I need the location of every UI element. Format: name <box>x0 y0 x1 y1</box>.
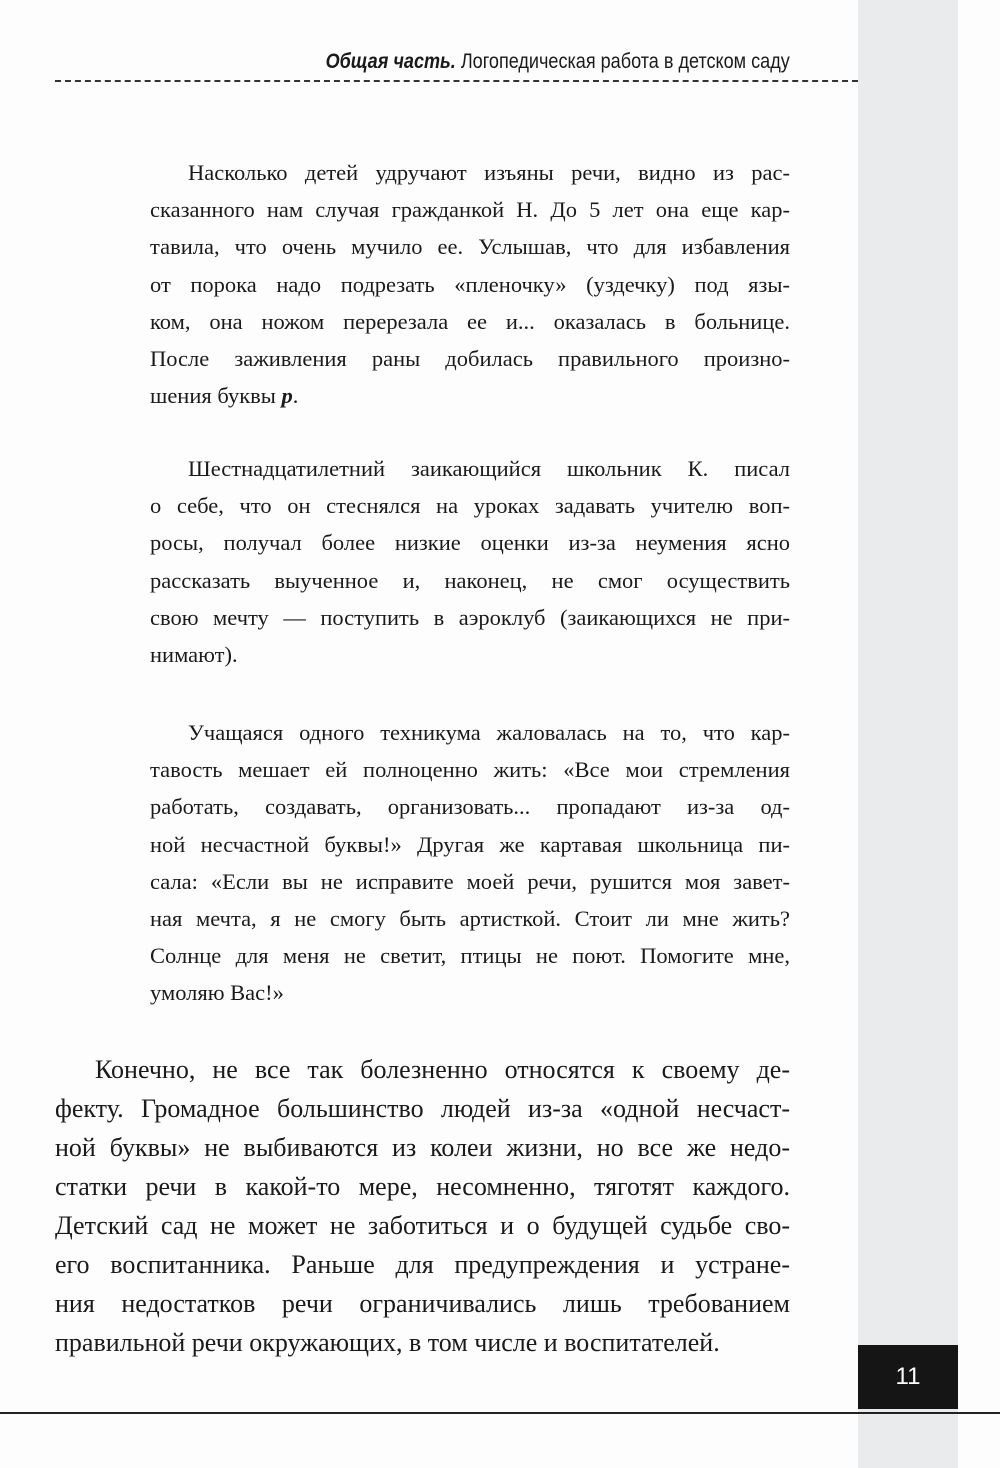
text-line <box>150 900 790 937</box>
text-line <box>55 1167 790 1206</box>
text-line <box>150 487 790 524</box>
quote-paragraph-2 <box>150 450 790 673</box>
text-line <box>150 450 790 487</box>
text-line <box>55 1050 790 1089</box>
page-number: 11 <box>858 1345 958 1409</box>
footer-rule <box>0 1412 1000 1414</box>
line-text: тавость мешает ей полноценно жить: «Все мои стремления <box>150 757 790 783</box>
text-line <box>150 524 790 561</box>
line-text: После заживления раны добилась правильного произно- <box>150 345 790 371</box>
text-line <box>150 863 790 900</box>
line-text: нимают). <box>150 641 238 667</box>
text-line <box>150 340 790 377</box>
text-line <box>55 1284 790 1323</box>
line-text: умоляю Вас!» <box>150 980 284 1006</box>
line-text: правильной речи окружающих, в том числе и воспитателей. <box>55 1328 720 1357</box>
line-text: Насколько детей удручают изъяны речи, видно из рас- <box>188 160 790 185</box>
line-text: Шестнадцатилетний заикающийся школьник К. писал <box>188 456 790 481</box>
text-line <box>150 228 790 265</box>
line-text: от порока надо подрезать «пленочку» (уздечку) под язы- <box>150 271 790 297</box>
main-paragraph <box>55 1050 790 1362</box>
emphasis-letter: р <box>281 383 293 409</box>
line-text: Детский сад не может не заботиться и о будущей судьбе сво- <box>55 1211 790 1240</box>
line-text: тавила, что очень мучило ее. Услышав, что для избавления <box>150 234 790 260</box>
running-header <box>326 50 790 74</box>
text-line <box>150 937 790 974</box>
line-text: статки речи в какой-то мере, несомненно, тяготят каждого. <box>55 1172 790 1201</box>
text-line <box>55 1128 790 1167</box>
header-section: Общая часть. <box>325 50 457 73</box>
text-line <box>150 191 790 228</box>
header-title: Логопедическая работа в детском саду <box>461 50 790 73</box>
line-text: его воспитанника. Раньше для предупреждения и устране- <box>55 1250 790 1279</box>
line-text: рассказать выученное и, наконец, не смог осуществить <box>150 567 790 593</box>
text-line <box>150 636 790 673</box>
text-line <box>55 1323 790 1362</box>
line-text: ком, она ножом перерезала ее и... оказалась в больнице. <box>150 308 790 334</box>
text-line <box>150 751 790 788</box>
header-divider <box>55 80 858 82</box>
line-text: ной несчастной буквы!» Другая же картавая школьница пи- <box>150 831 790 857</box>
text-line <box>150 154 790 191</box>
text-line <box>55 1206 790 1245</box>
line-text: сала: «Если вы не исправите моей речи, рушится моя завет- <box>150 868 790 894</box>
text-line <box>150 599 790 636</box>
text-line <box>150 303 790 340</box>
line-text: ная мечта, я не смогу быть артисткой. Стоит ли мне жить? <box>150 905 790 931</box>
text-line <box>55 1245 790 1284</box>
line-text: Учащаяся одного техникума жаловалась на то, что кар- <box>188 720 790 745</box>
line-text: свою мечту — поступить в аэроклуб (заикающихся не при- <box>150 604 790 630</box>
line-end: . <box>292 383 299 409</box>
line-text: шения буквы <box>150 383 282 409</box>
line-text: ния недостатков речи ограничивались лишь требованием <box>55 1289 790 1318</box>
text-line <box>55 1089 790 1128</box>
line-text: ной буквы» не выбиваются из колеи жизни, но все же недо- <box>55 1133 790 1162</box>
text-line <box>150 266 790 303</box>
line-text: о себе, что он стеснялся на уроках задавать учителю воп- <box>150 493 790 519</box>
text-line <box>150 788 790 825</box>
text-line <box>150 826 790 863</box>
quote-paragraph-1 <box>150 154 790 414</box>
text-line <box>150 377 790 414</box>
text-line <box>150 974 790 1011</box>
page-edge-strip <box>858 0 958 1468</box>
line-text: росы, получал более низкие оценки из-за неумения ясно <box>150 530 790 556</box>
quote-paragraph-3 <box>150 714 790 1012</box>
line-text: Солнце для меня не светит, птицы не поют. Помогите мне, <box>150 943 790 969</box>
text-line <box>150 714 790 751</box>
line-text: работать, создавать, организовать... пропадают из-за од- <box>150 794 790 820</box>
line-text: Конечно, не все так болезненно относятся к своему де- <box>95 1055 790 1084</box>
line-text: сказанного нам случая гражданкой Н. До 5 лет она еще кар- <box>150 197 790 223</box>
text-line <box>150 562 790 599</box>
line-text: фекту. Громадное большинство людей из-за «одной несчаст- <box>55 1094 790 1123</box>
